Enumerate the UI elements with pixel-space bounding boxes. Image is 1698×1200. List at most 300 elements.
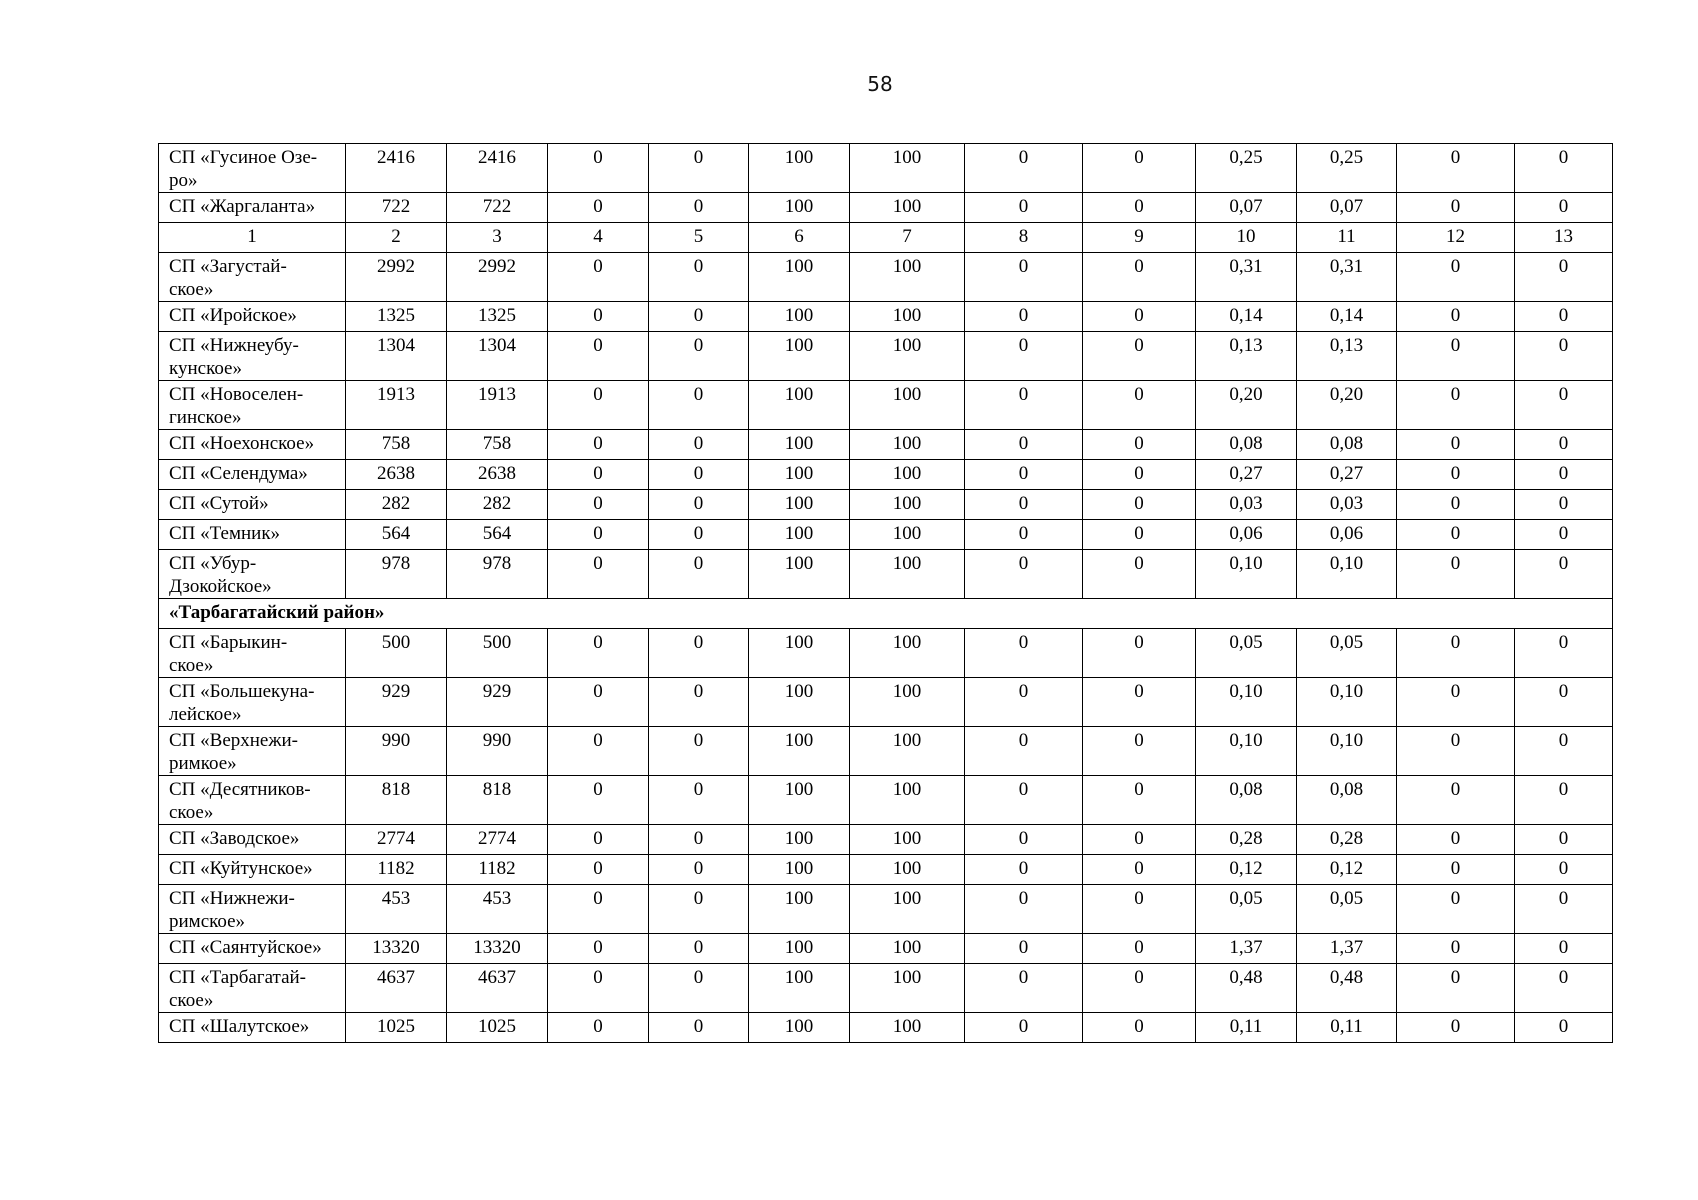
- value-cell: 2416: [346, 144, 447, 193]
- value-cell: 13320: [447, 934, 548, 964]
- page-number: 58: [867, 72, 893, 96]
- value-cell: 4637: [447, 964, 548, 1013]
- value-cell: 100: [749, 550, 850, 599]
- value-cell: 0: [965, 253, 1083, 302]
- value-cell: 0,05: [1196, 629, 1297, 678]
- column-index-cell: 9: [1083, 223, 1196, 253]
- value-cell: 0: [965, 144, 1083, 193]
- value-cell: 2992: [447, 253, 548, 302]
- value-cell: 0: [1083, 460, 1196, 490]
- value-cell: 0: [1515, 302, 1613, 332]
- value-cell: 0: [548, 430, 649, 460]
- column-index-cell: 11: [1297, 223, 1397, 253]
- settlement-name-cell: СП «Саянтуйское»: [159, 934, 346, 964]
- value-cell: 0: [1083, 193, 1196, 223]
- column-index-cell: 10: [1196, 223, 1297, 253]
- value-cell: 0,10: [1196, 550, 1297, 599]
- value-cell: 0: [1397, 430, 1515, 460]
- value-cell: 0,27: [1196, 460, 1297, 490]
- settlement-name-cell: СП «Загустай- ское»: [159, 253, 346, 302]
- settlement-name-cell: СП «Гусиное Озе- ро»: [159, 144, 346, 193]
- table-row: [159, 727, 1613, 776]
- value-cell: 0: [1083, 776, 1196, 825]
- value-cell: 0: [1397, 855, 1515, 885]
- value-cell: 0: [649, 490, 749, 520]
- value-cell: 0,10: [1297, 550, 1397, 599]
- value-cell: 100: [850, 430, 965, 460]
- table-row: [159, 550, 1613, 599]
- value-cell: 0: [1515, 964, 1613, 1013]
- value-cell: 758: [346, 430, 447, 460]
- settlement-name-cell: СП «Заводское»: [159, 825, 346, 855]
- value-cell: 0: [649, 520, 749, 550]
- table-row: [159, 430, 1613, 460]
- value-cell: 282: [447, 490, 548, 520]
- value-cell: 0: [1515, 460, 1613, 490]
- value-cell: 0,08: [1196, 776, 1297, 825]
- value-cell: 0: [1515, 381, 1613, 430]
- value-cell: 0,06: [1297, 520, 1397, 550]
- value-cell: 0,03: [1196, 490, 1297, 520]
- value-cell: 0: [649, 964, 749, 1013]
- value-cell: 100: [749, 727, 850, 776]
- value-cell: 1,37: [1196, 934, 1297, 964]
- value-cell: 0: [1515, 193, 1613, 223]
- value-cell: 0: [1397, 490, 1515, 520]
- value-cell: 0: [649, 193, 749, 223]
- value-cell: 100: [850, 460, 965, 490]
- value-cell: 0: [1515, 629, 1613, 678]
- column-index-cell: 13: [1515, 223, 1613, 253]
- value-cell: 282: [346, 490, 447, 520]
- value-cell: 0: [1083, 964, 1196, 1013]
- settlement-name-cell: СП «Куйтунское»: [159, 855, 346, 885]
- value-cell: 0: [965, 490, 1083, 520]
- value-cell: 0: [1515, 825, 1613, 855]
- value-cell: 0: [965, 964, 1083, 1013]
- value-cell: 453: [447, 885, 548, 934]
- value-cell: 100: [850, 776, 965, 825]
- value-cell: 100: [850, 964, 965, 1013]
- value-cell: 100: [749, 629, 850, 678]
- value-cell: 100: [749, 253, 850, 302]
- value-cell: 0: [1515, 550, 1613, 599]
- column-index-cell: 3: [447, 223, 548, 253]
- table-row: [159, 520, 1613, 550]
- settlement-name-cell: СП «Ноехонское»: [159, 430, 346, 460]
- value-cell: 0,11: [1297, 1013, 1397, 1043]
- value-cell: 0: [548, 460, 649, 490]
- value-cell: 0: [1515, 885, 1613, 934]
- value-cell: 0,10: [1196, 678, 1297, 727]
- value-cell: 0,10: [1196, 727, 1297, 776]
- value-cell: 0: [1397, 964, 1515, 1013]
- value-cell: 0: [1083, 253, 1196, 302]
- value-cell: 100: [850, 144, 965, 193]
- value-cell: 100: [749, 144, 850, 193]
- value-cell: 100: [749, 934, 850, 964]
- value-cell: 100: [850, 381, 965, 430]
- value-cell: 0: [1083, 855, 1196, 885]
- column-index-cell: 8: [965, 223, 1083, 253]
- value-cell: 0: [649, 1013, 749, 1043]
- value-cell: 0,06: [1196, 520, 1297, 550]
- value-cell: 4637: [346, 964, 447, 1013]
- value-cell: 1025: [346, 1013, 447, 1043]
- value-cell: 0: [649, 855, 749, 885]
- value-cell: 0: [1083, 490, 1196, 520]
- value-cell: 929: [346, 678, 447, 727]
- column-index-cell: 7: [850, 223, 965, 253]
- value-cell: 0: [1397, 727, 1515, 776]
- value-cell: 0: [1515, 430, 1613, 460]
- value-cell: 2774: [447, 825, 548, 855]
- value-cell: 0: [965, 302, 1083, 332]
- table-row: [159, 302, 1613, 332]
- value-cell: 0: [548, 776, 649, 825]
- value-cell: 0: [548, 332, 649, 381]
- value-cell: 0,25: [1297, 144, 1397, 193]
- value-cell: 100: [850, 193, 965, 223]
- value-cell: 0: [1397, 776, 1515, 825]
- value-cell: 0: [548, 855, 649, 885]
- value-cell: 2992: [346, 253, 447, 302]
- value-cell: 818: [346, 776, 447, 825]
- table-row: [159, 885, 1613, 934]
- column-index-cell: 5: [649, 223, 749, 253]
- value-cell: 0,28: [1196, 825, 1297, 855]
- settlement-name-cell: СП «Нижнеубу- кунское»: [159, 332, 346, 381]
- value-cell: 100: [749, 855, 850, 885]
- value-cell: 0: [965, 934, 1083, 964]
- value-cell: 0: [649, 430, 749, 460]
- value-cell: 0: [649, 302, 749, 332]
- value-cell: 0: [1083, 1013, 1196, 1043]
- value-cell: 453: [346, 885, 447, 934]
- data-table: [158, 143, 1613, 1043]
- column-index-cell: 2: [346, 223, 447, 253]
- value-cell: 0: [1397, 193, 1515, 223]
- value-cell: 0: [965, 460, 1083, 490]
- value-cell: 1182: [447, 855, 548, 885]
- value-cell: 0: [1083, 885, 1196, 934]
- value-cell: 0: [548, 629, 649, 678]
- value-cell: 0: [548, 193, 649, 223]
- value-cell: 0: [965, 727, 1083, 776]
- value-cell: 0,05: [1196, 885, 1297, 934]
- value-cell: 0,25: [1196, 144, 1297, 193]
- table-row: [159, 381, 1613, 430]
- value-cell: 722: [346, 193, 447, 223]
- value-cell: 0: [1515, 490, 1613, 520]
- value-cell: 818: [447, 776, 548, 825]
- value-cell: 2638: [447, 460, 548, 490]
- value-cell: 100: [749, 1013, 850, 1043]
- value-cell: 0: [1397, 629, 1515, 678]
- value-cell: 1025: [447, 1013, 548, 1043]
- value-cell: 0: [649, 460, 749, 490]
- value-cell: 0: [965, 629, 1083, 678]
- value-cell: 100: [749, 678, 850, 727]
- value-cell: 0: [649, 885, 749, 934]
- value-cell: 0: [1397, 381, 1515, 430]
- value-cell: 0: [965, 678, 1083, 727]
- value-cell: 100: [850, 490, 965, 520]
- settlement-name-cell: СП «Темник»: [159, 520, 346, 550]
- settlement-name-cell: СП «Селендума»: [159, 460, 346, 490]
- settlement-name-cell: СП «Верхнежи- римкое»: [159, 727, 346, 776]
- value-cell: 100: [850, 253, 965, 302]
- value-cell: 2774: [346, 825, 447, 855]
- value-cell: 100: [850, 629, 965, 678]
- value-cell: 500: [346, 629, 447, 678]
- value-cell: 0,14: [1297, 302, 1397, 332]
- value-cell: 0,20: [1297, 381, 1397, 430]
- value-cell: 100: [749, 381, 850, 430]
- value-cell: 1304: [346, 332, 447, 381]
- value-cell: 0: [1397, 885, 1515, 934]
- value-cell: 990: [447, 727, 548, 776]
- value-cell: 0: [548, 520, 649, 550]
- value-cell: 0: [649, 629, 749, 678]
- table-row: [159, 490, 1613, 520]
- value-cell: 0: [1397, 302, 1515, 332]
- value-cell: 1325: [346, 302, 447, 332]
- value-cell: 0,11: [1196, 1013, 1297, 1043]
- value-cell: 0: [548, 381, 649, 430]
- value-cell: 100: [749, 193, 850, 223]
- value-cell: 0: [1397, 253, 1515, 302]
- value-cell: 0: [965, 1013, 1083, 1043]
- value-cell: 0: [1397, 934, 1515, 964]
- value-cell: 0: [649, 825, 749, 855]
- table-row: [159, 776, 1613, 825]
- value-cell: 0: [965, 776, 1083, 825]
- value-cell: 100: [850, 825, 965, 855]
- value-cell: 564: [346, 520, 447, 550]
- settlement-name-cell: СП «Шалутское»: [159, 1013, 346, 1043]
- value-cell: 0: [1515, 855, 1613, 885]
- value-cell: 0: [1397, 520, 1515, 550]
- table-row: [159, 934, 1613, 964]
- value-cell: 100: [850, 885, 965, 934]
- table-row: [159, 964, 1613, 1013]
- value-cell: 100: [850, 727, 965, 776]
- value-cell: 100: [749, 776, 850, 825]
- settlement-name-cell: СП «Иройское»: [159, 302, 346, 332]
- value-cell: 100: [850, 550, 965, 599]
- column-index-cell: 12: [1397, 223, 1515, 253]
- settlement-name-cell: СП «Большекуна- лейское»: [159, 678, 346, 727]
- value-cell: 0: [965, 381, 1083, 430]
- value-cell: 0: [649, 934, 749, 964]
- value-cell: 0: [548, 727, 649, 776]
- value-cell: 1913: [346, 381, 447, 430]
- value-cell: 500: [447, 629, 548, 678]
- value-cell: 0: [965, 430, 1083, 460]
- value-cell: 0: [1515, 727, 1613, 776]
- value-cell: 0,05: [1297, 885, 1397, 934]
- value-cell: 13320: [346, 934, 447, 964]
- column-index-cell: 1: [159, 223, 346, 253]
- value-cell: 0,05: [1297, 629, 1397, 678]
- value-cell: 0: [1397, 825, 1515, 855]
- value-cell: 2416: [447, 144, 548, 193]
- value-cell: 0: [1083, 550, 1196, 599]
- value-cell: 0,10: [1297, 727, 1397, 776]
- settlement-name-cell: СП «Барыкин- ское»: [159, 629, 346, 678]
- value-cell: 0,03: [1297, 490, 1397, 520]
- table-row: [159, 855, 1613, 885]
- value-cell: 0: [649, 253, 749, 302]
- value-cell: 0: [548, 964, 649, 1013]
- value-cell: 0: [1083, 825, 1196, 855]
- value-cell: 0: [965, 520, 1083, 550]
- value-cell: 100: [749, 430, 850, 460]
- section-row: [159, 599, 1613, 629]
- settlement-name-cell: СП «Тарбагатай- ское»: [159, 964, 346, 1013]
- value-cell: 100: [749, 520, 850, 550]
- value-cell: 100: [749, 302, 850, 332]
- section-title: «Тарбагатайский район»: [159, 599, 1613, 629]
- value-cell: 990: [346, 727, 447, 776]
- table-row: [159, 332, 1613, 381]
- value-cell: 0: [548, 144, 649, 193]
- value-cell: 0,07: [1196, 193, 1297, 223]
- table-row: [159, 253, 1613, 302]
- value-cell: 0: [1515, 678, 1613, 727]
- value-cell: 0,13: [1297, 332, 1397, 381]
- value-cell: 0: [649, 332, 749, 381]
- value-cell: 100: [850, 302, 965, 332]
- value-cell: 0,08: [1297, 430, 1397, 460]
- value-cell: 2638: [346, 460, 447, 490]
- value-cell: 0,48: [1196, 964, 1297, 1013]
- value-cell: 0: [1083, 678, 1196, 727]
- value-cell: 0: [1397, 144, 1515, 193]
- value-cell: 564: [447, 520, 548, 550]
- column-index-cell: 4: [548, 223, 649, 253]
- value-cell: 0: [1515, 253, 1613, 302]
- value-cell: 0: [548, 885, 649, 934]
- value-cell: 100: [850, 1013, 965, 1043]
- value-cell: 0: [1083, 332, 1196, 381]
- value-cell: 0: [1515, 1013, 1613, 1043]
- value-cell: 100: [749, 332, 850, 381]
- value-cell: 0,27: [1297, 460, 1397, 490]
- value-cell: 0: [965, 825, 1083, 855]
- value-cell: 0: [1515, 520, 1613, 550]
- value-cell: 100: [749, 460, 850, 490]
- settlement-name-cell: СП «Сутой»: [159, 490, 346, 520]
- value-cell: 0,28: [1297, 825, 1397, 855]
- value-cell: 978: [346, 550, 447, 599]
- settlement-name-cell: СП «Убур- Дзокойское»: [159, 550, 346, 599]
- value-cell: 100: [850, 332, 965, 381]
- settlement-name-cell: СП «Десятников- ское»: [159, 776, 346, 825]
- value-cell: 0: [965, 885, 1083, 934]
- value-cell: 0: [649, 381, 749, 430]
- value-cell: 0: [965, 550, 1083, 599]
- value-cell: 0: [1083, 144, 1196, 193]
- value-cell: 1325: [447, 302, 548, 332]
- value-cell: 0: [1083, 934, 1196, 964]
- value-cell: 100: [749, 885, 850, 934]
- value-cell: 0: [649, 678, 749, 727]
- value-cell: 1182: [346, 855, 447, 885]
- value-cell: 1913: [447, 381, 548, 430]
- value-cell: 100: [850, 934, 965, 964]
- value-cell: 0: [965, 855, 1083, 885]
- value-cell: 0: [548, 825, 649, 855]
- table-row: [159, 1013, 1613, 1043]
- value-cell: 100: [749, 964, 850, 1013]
- value-cell: 0: [1083, 302, 1196, 332]
- value-cell: 0: [548, 302, 649, 332]
- table-row: [159, 460, 1613, 490]
- value-cell: 0: [1515, 144, 1613, 193]
- value-cell: 0: [548, 253, 649, 302]
- value-cell: 100: [850, 678, 965, 727]
- value-cell: 0: [1515, 332, 1613, 381]
- value-cell: 0: [965, 193, 1083, 223]
- table-row: [159, 629, 1613, 678]
- value-cell: 0: [1083, 430, 1196, 460]
- value-cell: 0: [1083, 381, 1196, 430]
- table-row: [159, 825, 1613, 855]
- value-cell: 0: [1397, 460, 1515, 490]
- value-cell: 0: [1397, 678, 1515, 727]
- table-body: [159, 144, 1613, 1043]
- value-cell: 978: [447, 550, 548, 599]
- value-cell: 0: [548, 934, 649, 964]
- value-cell: 0: [548, 678, 649, 727]
- value-cell: 100: [749, 825, 850, 855]
- value-cell: 0,31: [1196, 253, 1297, 302]
- value-cell: 0,10: [1297, 678, 1397, 727]
- value-cell: 100: [850, 855, 965, 885]
- table-row: [159, 193, 1613, 223]
- value-cell: 0: [1515, 776, 1613, 825]
- table-row: [159, 678, 1613, 727]
- column-index-row: [159, 223, 1613, 253]
- value-cell: 0,08: [1196, 430, 1297, 460]
- value-cell: 722: [447, 193, 548, 223]
- value-cell: 1304: [447, 332, 548, 381]
- value-cell: 0: [1083, 727, 1196, 776]
- value-cell: 0: [649, 550, 749, 599]
- value-cell: 0,13: [1196, 332, 1297, 381]
- value-cell: 0: [649, 144, 749, 193]
- value-cell: 100: [850, 520, 965, 550]
- value-cell: 0: [649, 776, 749, 825]
- value-cell: 0,31: [1297, 253, 1397, 302]
- value-cell: 0,08: [1297, 776, 1397, 825]
- settlement-name-cell: СП «Жаргаланта»: [159, 193, 346, 223]
- settlement-name-cell: СП «Новоселен- гинское»: [159, 381, 346, 430]
- value-cell: 0: [1397, 332, 1515, 381]
- value-cell: 0: [1397, 550, 1515, 599]
- value-cell: 0: [1397, 1013, 1515, 1043]
- table-row: [159, 144, 1613, 193]
- value-cell: 0: [1083, 520, 1196, 550]
- value-cell: 0,12: [1196, 855, 1297, 885]
- value-cell: 0,07: [1297, 193, 1397, 223]
- column-index-cell: 6: [749, 223, 850, 253]
- value-cell: 0: [548, 490, 649, 520]
- value-cell: 1,37: [1297, 934, 1397, 964]
- value-cell: 0: [1083, 629, 1196, 678]
